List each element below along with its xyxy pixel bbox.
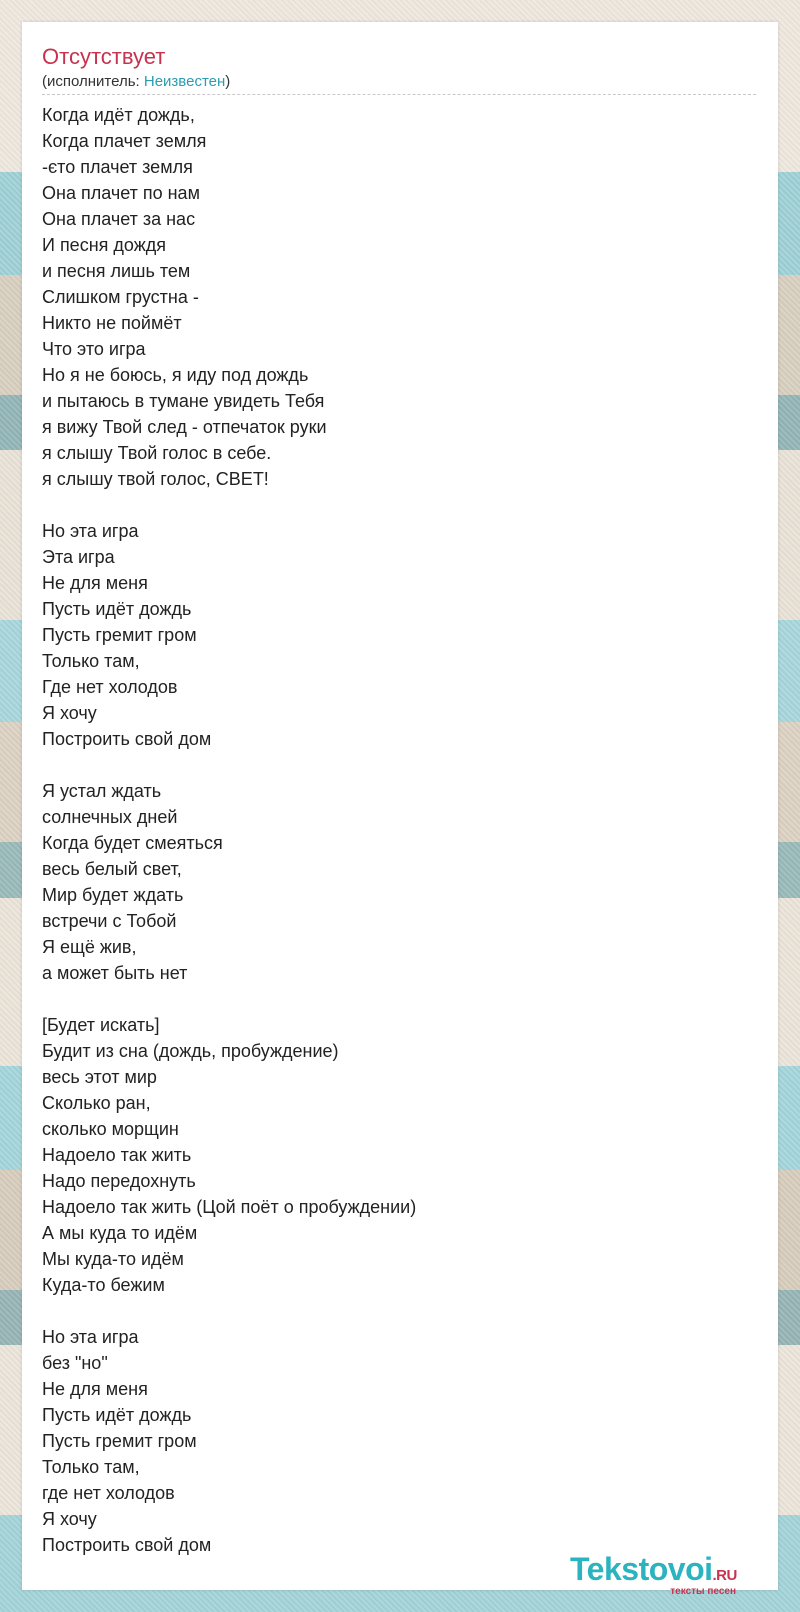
- lyric-line: Сколько ран,: [42, 1093, 151, 1113]
- lyric-line: Не для меня: [42, 1379, 148, 1399]
- song-title: Отсутствует: [42, 44, 166, 69]
- title-divider: [42, 94, 756, 95]
- lyric-line: А мы куда то идём: [42, 1223, 198, 1243]
- lyric-line: и пытаюсь в тумане увидеть Тебя: [42, 391, 325, 411]
- lyric-line: Будит из сна (дождь, пробуждение): [42, 1041, 339, 1061]
- lyric-line: я слышу Твой голос в себе.: [42, 443, 272, 463]
- logo-tagline: тексты песен: [670, 1586, 736, 1597]
- lyric-line: Построить свой дом: [42, 1535, 212, 1555]
- lyric-line: [Будет искать]: [42, 1015, 160, 1035]
- lyric-line: Построить свой дом: [42, 729, 212, 749]
- lyric-line: без "но": [42, 1353, 108, 1373]
- lyric-line: Я устал ждать: [42, 781, 162, 801]
- artist-prefix: (исполнитель:: [42, 73, 144, 90]
- lyrics-text: [42, 102, 756, 1558]
- lyric-line: Мир будет ждать: [42, 885, 184, 905]
- lyric-line: Она плачет за нас: [42, 209, 196, 229]
- lyric-line: Я хочу: [42, 1509, 97, 1529]
- lyric-line: Только там,: [42, 1457, 140, 1477]
- lyric-line: я вижу Твой след - отпечаток руки: [42, 417, 327, 437]
- lyric-line: Что это игра: [42, 339, 146, 359]
- lyrics-card: [22, 22, 778, 1590]
- artist-link[interactable]: Неизвестен: [143, 73, 226, 90]
- lyric-line: Только там,: [42, 651, 140, 671]
- lyric-line: Пусть гремит гром: [42, 625, 197, 645]
- lyric-line: Когда идёт дождь,: [42, 105, 195, 125]
- lyric-line: сколько морщин: [42, 1119, 179, 1139]
- lyric-line: -єто плачет земля: [42, 157, 193, 177]
- lyric-line: Пусть гремит гром: [42, 1431, 197, 1451]
- artist-line: [42, 72, 230, 92]
- lyric-line: Слишком грустна -: [42, 287, 199, 307]
- lyric-line: Надо передохнуть: [42, 1171, 196, 1191]
- site-logo[interactable]: [570, 1552, 770, 1598]
- artist-suffix: ): [225, 73, 231, 90]
- lyric-line: и песня лишь тем: [42, 261, 191, 281]
- lyric-line: Но эта игра: [42, 521, 139, 541]
- lyric-line: Пусть идёт дождь: [42, 1405, 192, 1425]
- lyric-line: Пусть идёт дождь: [42, 599, 192, 619]
- lyric-line: я слышу твой голос, СВЕТ!: [42, 469, 269, 489]
- lyric-blank-line: [42, 752, 756, 778]
- lyric-line: а может быть нет: [42, 963, 188, 983]
- logo-tld: .RU: [712, 1567, 737, 1584]
- lyric-line: Но эта игра: [42, 1327, 139, 1347]
- lyric-line: Куда-то бежим: [42, 1275, 165, 1295]
- lyric-line: весь белый свет,: [42, 859, 182, 879]
- lyric-line: Не для меня: [42, 573, 148, 593]
- lyric-line: Надоело так жить: [42, 1145, 192, 1165]
- lyric-line: встречи с Тобой: [42, 911, 177, 931]
- lyric-blank-line: [42, 986, 756, 1012]
- lyric-line: Никто не поймёт: [42, 313, 182, 333]
- lyric-blank-line: [42, 1298, 756, 1324]
- lyric-line: Где нет холодов: [42, 677, 178, 697]
- lyric-line: Я хочу: [42, 703, 97, 723]
- lyric-line: Мы куда-то идём: [42, 1249, 184, 1269]
- lyric-blank-line: [42, 492, 756, 518]
- lyric-line: Но я не боюсь, я иду под дождь: [42, 365, 309, 385]
- lyric-line: солнечных дней: [42, 807, 178, 827]
- lyric-line: Когда плачет земля: [42, 131, 207, 151]
- lyric-line: где нет холодов: [42, 1483, 175, 1503]
- logo-name: Tekstovoi: [570, 1551, 713, 1587]
- lyric-line: весь этот мир: [42, 1067, 157, 1087]
- lyric-line: Надоело так жить (Цой поёт о пробуждении): [42, 1197, 417, 1217]
- lyric-line: И песня дождя: [42, 235, 166, 255]
- lyric-line: Я ещё жив,: [42, 937, 137, 957]
- lyric-line: Она плачет по нам: [42, 183, 200, 203]
- lyric-line: Эта игра: [42, 547, 115, 567]
- lyric-line: Когда будет смеяться: [42, 833, 223, 853]
